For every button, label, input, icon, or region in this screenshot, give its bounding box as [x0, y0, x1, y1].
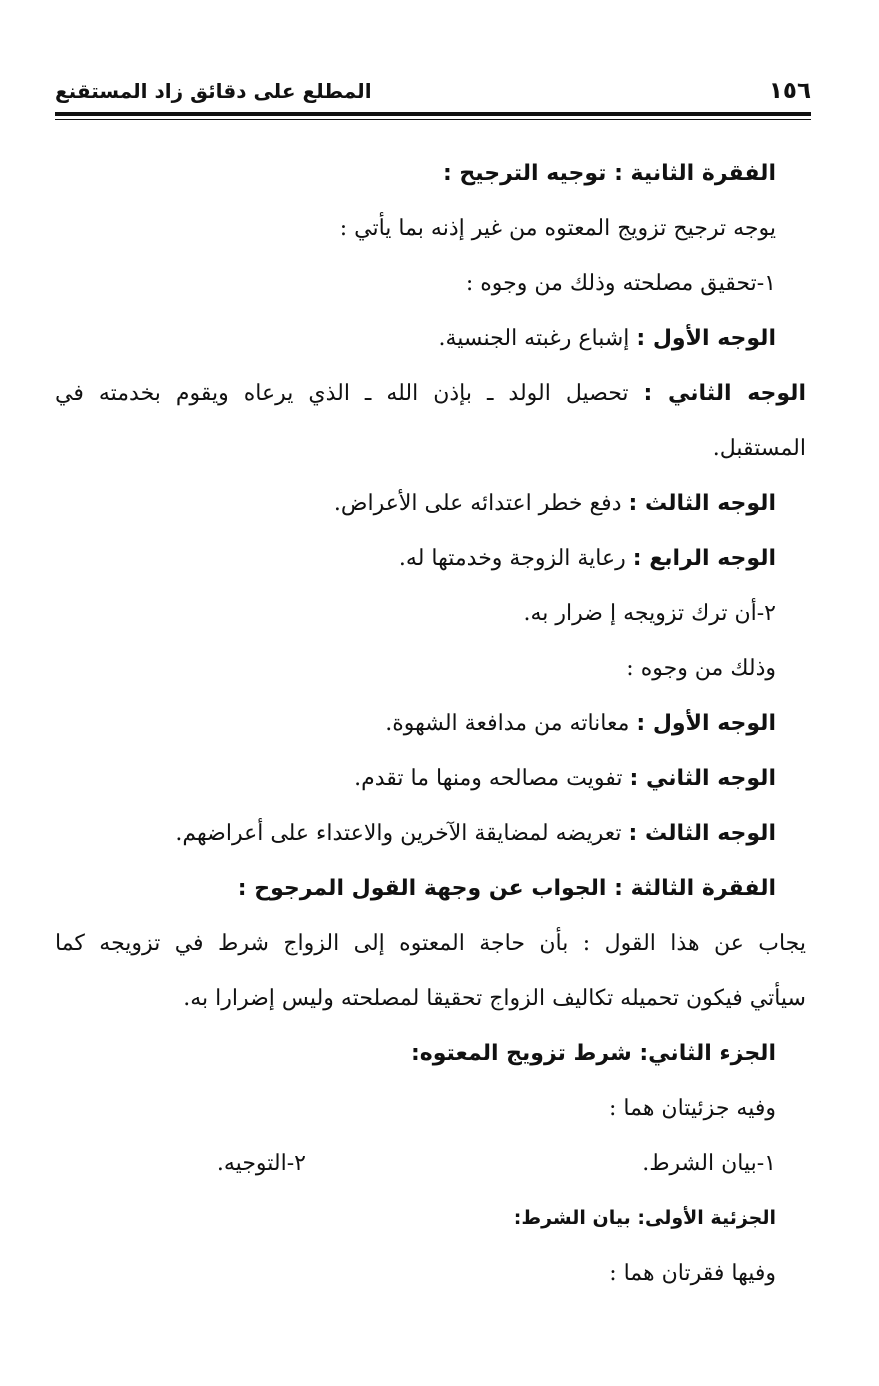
aspect-label: الوجه الثاني : — [643, 381, 806, 406]
page-header — [55, 76, 811, 112]
aspect-line — [55, 311, 776, 366]
aspect-label: الوجه الرابع : — [632, 546, 776, 571]
paragraph-continuation: المستقبل. — [712, 436, 806, 461]
heading-part-2: الجزء الثاني: شرط تزويج المعتوه: — [410, 1041, 776, 1066]
aspect-text: إشباع رغبته الجنسية. — [438, 326, 637, 351]
list-item-guidance: ٢-التوجيه. — [216, 1151, 306, 1176]
aspect-line — [55, 476, 776, 531]
list-item-2: ٢-أن ترك تزويجه إ ضرار به. — [523, 601, 776, 626]
aspect-label: الوجه الأول : — [636, 326, 776, 351]
header-rule-thick — [55, 112, 811, 116]
list-item-1: ١-تحقيق مصلحته وذلك من وجوه : — [465, 271, 776, 296]
header-rule-thin — [55, 119, 811, 120]
paragraph-line: وذلك من وجوه : — [626, 656, 776, 681]
page-number: ١٥٦ — [768, 78, 811, 104]
aspect-text: دفع خطر اعتدائه على الأعراض. — [333, 491, 629, 516]
heading-paragraph-2: الفقرة الثانية : توجيه الترجيح : — [442, 161, 776, 186]
aspect-line — [55, 806, 776, 861]
paragraph-line: وفيه جزئيتان هما : — [609, 1096, 776, 1121]
aspect-text: تحصيل الولد ـ بإذن الله ـ الذي يرعاه ويقوم بخدمته في — [55, 381, 644, 406]
heading-paragraph-3: الفقرة الثالثة : الجواب عن وجهة القول المرجوح : — [237, 876, 776, 901]
aspect-label: الوجه الأول : — [636, 711, 776, 736]
aspect-text: تعريضه لمضايقة الآخرين والاعتداء على أعراضهم. — [175, 821, 629, 846]
paragraph-line: وفيها فقرتان هما : — [609, 1261, 776, 1286]
two-column-list — [55, 1136, 776, 1191]
body-text — [55, 146, 806, 1301]
aspect-text: رعاية الزوجة وخدمتها له. — [398, 546, 633, 571]
list-item-statement: ١-بيان الشرط. — [642, 1151, 776, 1176]
aspect-text: تفويت مصالحه ومنها ما تقدم. — [354, 766, 630, 791]
running-title: المطلع على دقائق زاد المستقنع — [55, 79, 372, 103]
paragraph-line: يجاب عن هذا القول : بأن حاجة المعتوه إلى الزواج شرط في تزويجه كما — [55, 931, 806, 956]
paragraph-continuation: سيأتي فيكون تحميله تكاليف الزواج تحقيقا لمصلحته وليس إضرارا به. — [183, 986, 806, 1011]
aspect-line — [55, 531, 776, 586]
aspect-line — [55, 751, 776, 806]
heading-subpart-1: الجزئية الأولى: بيان الشرط: — [513, 1207, 776, 1229]
aspect-line — [55, 696, 776, 751]
aspect-label: الوجه الثالث : — [628, 491, 776, 516]
aspect-label: الوجه الثاني : — [629, 766, 776, 791]
aspect-line — [55, 366, 806, 421]
aspect-text: معاناته من مدافعة الشهوة. — [385, 711, 637, 736]
aspect-label: الوجه الثالث : — [628, 821, 776, 846]
paragraph-line: يوجه ترجيح تزويج المعتوه من غير إذنه بما يأتي : — [339, 216, 776, 241]
